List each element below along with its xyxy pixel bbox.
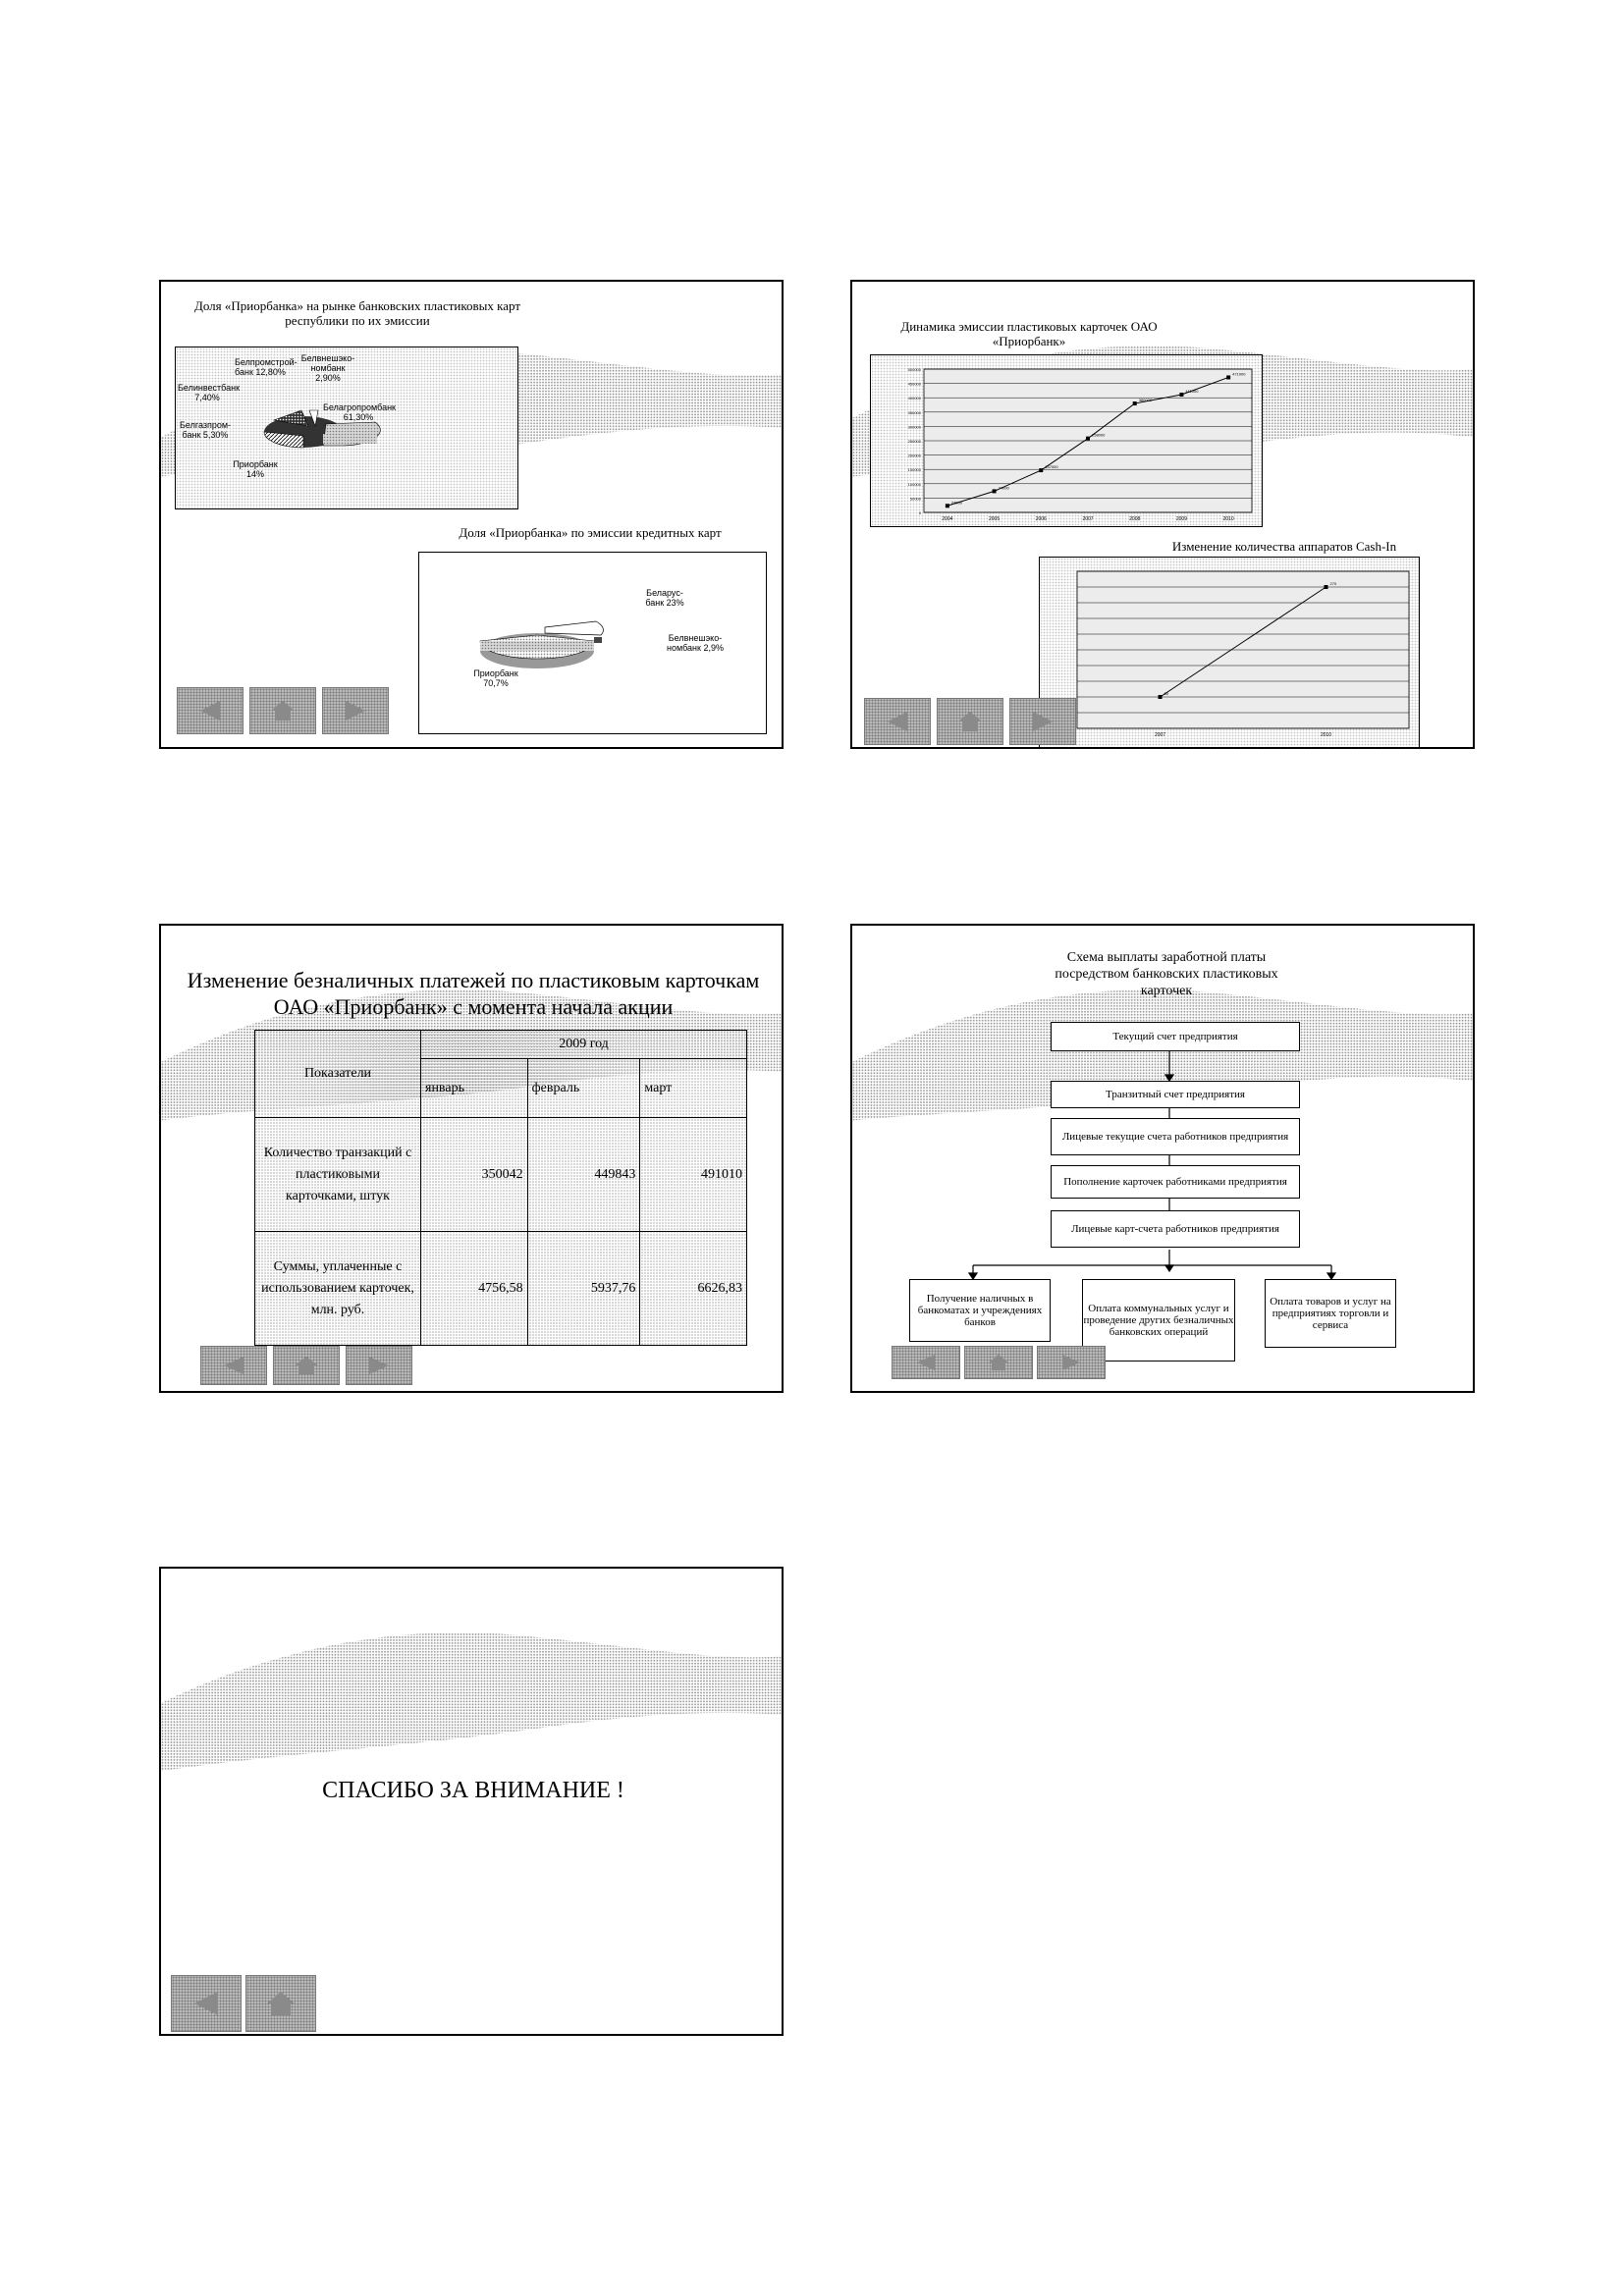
arrow-right-icon xyxy=(1029,710,1056,733)
pie2-label-prior: Приорбанк 70,7% xyxy=(473,668,518,688)
next-slide-button[interactable] xyxy=(1037,1346,1106,1379)
pie1-label-belvnesh: Белвнешэко-номбанк 2,90% xyxy=(300,353,355,383)
slide-1 xyxy=(159,280,784,749)
y-tick-label: 350000 xyxy=(907,409,921,415)
thank-you-text: СПАСИБО ЗА ВНИМАНИЕ ! xyxy=(322,1778,624,1803)
data-label: 147000 xyxy=(1045,464,1058,470)
slide-nav xyxy=(864,698,1076,745)
x-tick-label: 2010 xyxy=(1222,516,1234,522)
home-icon xyxy=(269,699,297,722)
y-tick-label: 100000 xyxy=(907,481,921,487)
flow-box-current-account: Текущий счет предприятия xyxy=(1051,1022,1300,1051)
slide-title: Изменение безналичных платежей по пластиковым карточкам ОАО «Приорбанк» с момента начала акции xyxy=(187,968,760,1019)
arrow-right-icon xyxy=(1059,1354,1083,1371)
y-tick-label: 450000 xyxy=(907,381,921,387)
payments-table xyxy=(254,1030,747,1346)
x-tick-label: 2004 xyxy=(942,516,953,522)
data-label: 380000 xyxy=(1138,398,1153,403)
x-tick-label: 2008 xyxy=(1129,516,1141,522)
y-tick-label: 300000 xyxy=(907,424,921,430)
data-label: 60 xyxy=(1164,691,1168,696)
data-label: 471000 xyxy=(1232,371,1246,377)
flow-box-cash-withdrawal: Получение наличных в банкоматах и учреждениях банков xyxy=(909,1279,1051,1342)
prev-slide-button[interactable] xyxy=(177,687,244,734)
flow-box-goods: Оплата товаров и услуг на предприятиях торговли и сервиса xyxy=(1265,1279,1396,1348)
slide-nav xyxy=(892,1346,1106,1379)
pie1-label-belgazprom: Белгазпром-банк 5,30% xyxy=(180,420,232,440)
x-tick-label: 2009 xyxy=(1175,516,1187,522)
data-label: 258000 xyxy=(1092,432,1106,438)
arrow-left-icon xyxy=(220,1355,247,1376)
pie-chart-2 xyxy=(418,552,767,734)
data-point xyxy=(1133,401,1137,405)
pie1-label-belinvest: Белинвестбанк 7,40% xyxy=(178,383,241,402)
arrow-left-icon xyxy=(884,710,911,733)
home-slide-button[interactable] xyxy=(937,698,1003,745)
flow-box-employee-accounts: Лицевые текущие счета работников предприятия xyxy=(1051,1118,1300,1155)
pie1-label-prior: Приорбанк 14% xyxy=(233,459,278,479)
home-slide-button[interactable] xyxy=(249,687,316,734)
y-tick-label: 250000 xyxy=(907,439,921,444)
row-label: Количество транзакций с пластиковыми карточками, штук xyxy=(255,1118,421,1232)
header-indicator: Показатели xyxy=(255,1031,421,1118)
x-tick-label: 2007 xyxy=(1082,516,1094,522)
prev-slide-button[interactable] xyxy=(171,1975,242,2032)
arrow-right-icon xyxy=(365,1355,393,1376)
pie1-label-belagro: Белагропромбанк 61,30% xyxy=(323,402,396,422)
slide-3 xyxy=(159,924,784,1393)
slide-nav xyxy=(200,1346,412,1385)
pie-chart-1 xyxy=(175,347,518,509)
header-month-3: март xyxy=(640,1059,747,1118)
slide-title: Доля «Приорбанка» на рынке банковских пластиковых карт республики по их эмиссии xyxy=(193,298,521,328)
home-slide-button[interactable] xyxy=(964,1346,1033,1379)
next-slide-button[interactable] xyxy=(1009,698,1076,745)
slide-2 xyxy=(850,280,1475,749)
arrow-right-icon xyxy=(342,699,369,722)
slide-5 xyxy=(159,1567,784,2036)
pie2-label-belvnesh: Белвнешэко-номбанк 2,9% xyxy=(667,633,724,653)
x-tick-label: 2010 xyxy=(1320,732,1332,738)
row-label: Суммы, уплаченные с использованием карточек, млн. руб. xyxy=(255,1232,421,1346)
cell-value: 6626,83 xyxy=(640,1232,747,1346)
y-tick-label: 0 xyxy=(918,510,921,515)
x-tick-label: 2005 xyxy=(989,516,1001,522)
y-tick-label: 400000 xyxy=(907,396,921,401)
prev-slide-button[interactable] xyxy=(200,1346,267,1385)
data-label: 23000 xyxy=(950,500,962,506)
slide-title: Динамика эмиссии пластиковых карточек ОАО «Приорбанк» xyxy=(900,319,1158,348)
y-tick-label: 150000 xyxy=(907,467,921,473)
arrow-left-icon xyxy=(914,1354,938,1371)
flow-box-utilities: Оплата коммунальных услуг и проведение других безналичных банковских операций xyxy=(1082,1279,1235,1362)
slide-subtitle: Изменение количества аппаратов Cash-In xyxy=(1171,539,1397,554)
table-row xyxy=(255,1118,747,1232)
prev-slide-button[interactable] xyxy=(892,1346,960,1379)
data-label: 270 xyxy=(1329,581,1337,586)
x-tick-label: 2007 xyxy=(1154,732,1166,738)
cell-value: 4756,58 xyxy=(421,1232,528,1346)
slide-title: Схема выплаты заработной платы посредством банковских пластиковых карточек xyxy=(1055,950,1278,998)
prev-slide-button[interactable] xyxy=(864,698,931,745)
flow-box-card-accounts: Лицевые карт-счета работников предприятия xyxy=(1051,1210,1300,1248)
pie2-slice-belarus xyxy=(545,621,603,635)
slide-4 xyxy=(850,924,1475,1393)
flow-box-card-topup: Пополнение карточек работниками предприятия xyxy=(1051,1165,1300,1199)
data-point xyxy=(1159,695,1163,699)
cell-value: 5937,76 xyxy=(527,1232,640,1346)
flow-box-transit-account: Транзитный счет предприятия xyxy=(1051,1081,1300,1108)
header-month-1: январь xyxy=(421,1059,528,1118)
arrow-left-icon xyxy=(190,1990,222,2017)
cell-value: 449843 xyxy=(527,1118,640,1232)
pie2-slice-belvnesh xyxy=(594,637,602,643)
y-tick-label: 200000 xyxy=(907,453,921,458)
data-point xyxy=(993,489,997,493)
data-point xyxy=(1325,585,1328,589)
home-slide-button[interactable] xyxy=(245,1975,316,2032)
slide-nav xyxy=(171,1975,316,2032)
data-point xyxy=(1039,468,1043,472)
slide-nav xyxy=(177,687,389,734)
home-slide-button[interactable] xyxy=(273,1346,340,1385)
next-slide-button[interactable] xyxy=(322,687,389,734)
home-icon xyxy=(265,1990,297,2017)
line-chart-cashin xyxy=(1039,557,1420,749)
data-label: 411000 xyxy=(1185,388,1199,394)
data-label: 74000 xyxy=(998,485,1009,491)
pie2-label-belarus: Беларус-банк 23% xyxy=(645,588,684,608)
data-point xyxy=(1179,393,1183,397)
line-chart-emission xyxy=(870,354,1263,527)
y-tick-label: 50000 xyxy=(909,496,921,502)
home-icon xyxy=(293,1355,320,1376)
home-icon xyxy=(956,710,984,733)
data-point xyxy=(946,504,949,507)
next-slide-button[interactable] xyxy=(346,1346,412,1385)
cell-value: 491010 xyxy=(640,1118,747,1232)
header-month-2: февраль xyxy=(527,1059,640,1118)
x-tick-label: 2006 xyxy=(1035,516,1047,522)
header-year: 2009 год xyxy=(421,1031,747,1059)
y-tick-label: 500000 xyxy=(907,367,921,372)
arrow-left-icon xyxy=(196,699,224,722)
cell-value: 350042 xyxy=(421,1118,528,1232)
data-point xyxy=(1086,437,1090,441)
slide-subtitle: Доля «Приорбанка» по эмиссии кредитных карт xyxy=(459,525,722,540)
pie1-label-belpromstroy: Белпромстрой-банк 12,80% xyxy=(235,357,298,377)
data-point xyxy=(1226,375,1230,379)
home-icon xyxy=(987,1354,1010,1371)
table-row xyxy=(255,1232,747,1346)
